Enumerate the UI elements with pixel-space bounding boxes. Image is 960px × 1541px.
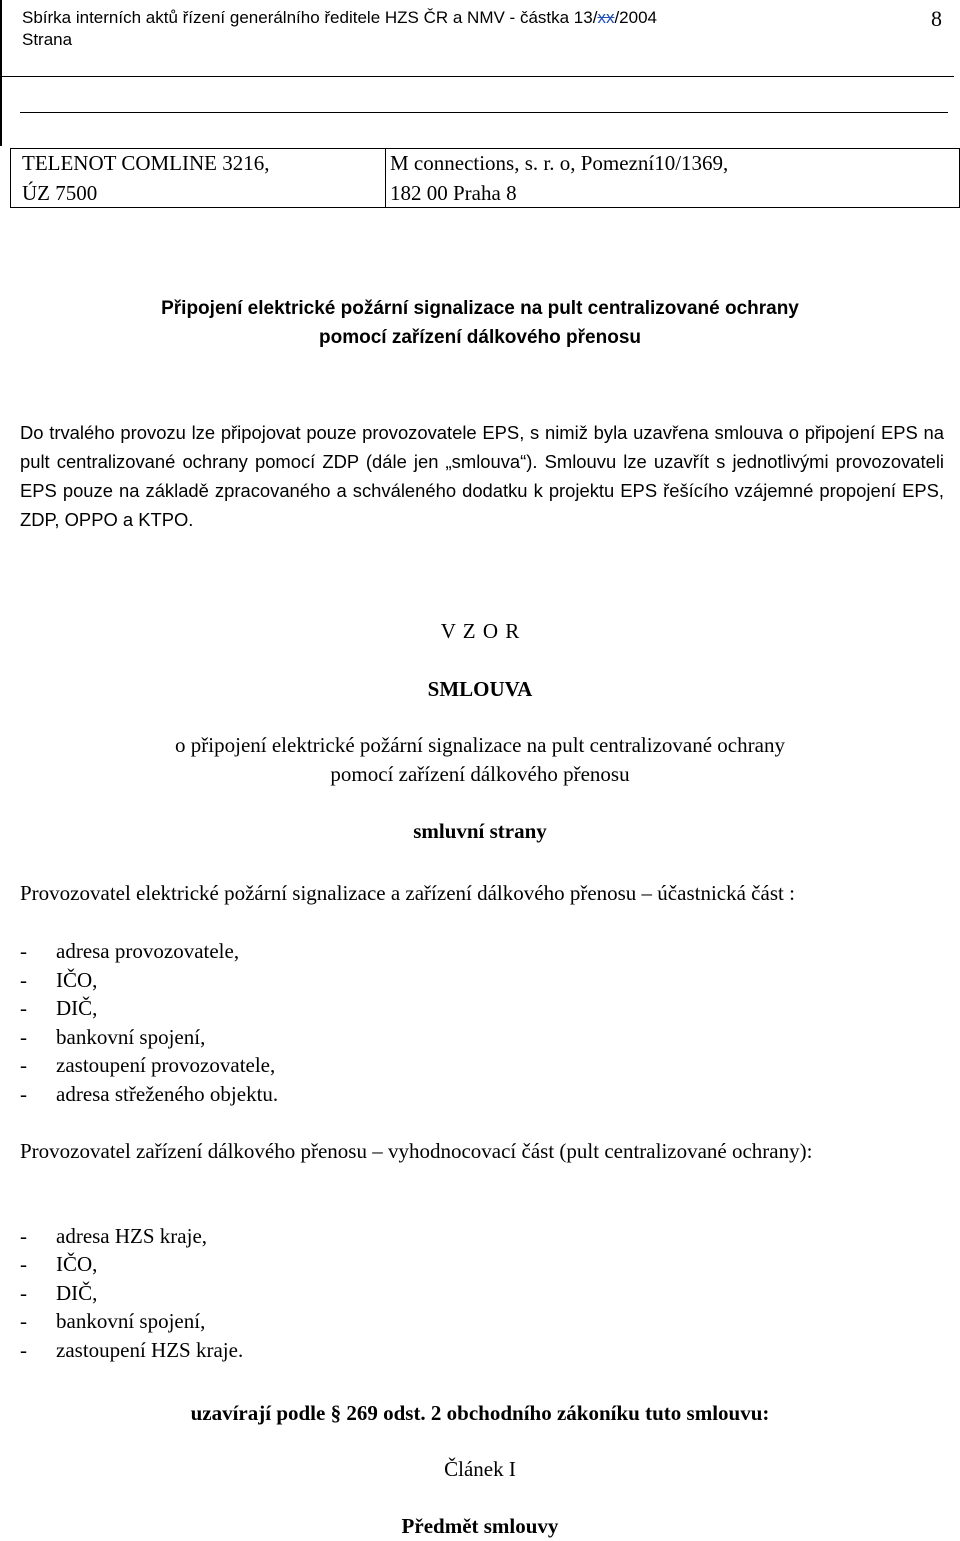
- article-title: Předmět smlouvy: [401, 1514, 559, 1538]
- contract-title: SMLOUVA: [427, 677, 533, 701]
- parties-heading: smluvní strany: [413, 819, 547, 843]
- section-title: Připojení elektrické požární signalizace na pult centralizované ochrany pomocí zařízení dálkového přenosu: [161, 298, 799, 348]
- contract-subtitle: o připojení elektrické požární signalizace na pult centralizované ochrany pomocí zařízení dálkového přenosu: [175, 733, 785, 786]
- list-item: - IČO,: [20, 1252, 98, 1276]
- table-cell-device: TELENOT COMLINE 3216, ÚZ 7500: [22, 151, 270, 205]
- list-item: - DIČ,: [20, 1281, 98, 1305]
- list-item: - zastoupení provozovatele,: [20, 1053, 276, 1077]
- article-number: Článek I: [444, 1457, 516, 1481]
- header-title: Sbírka interních aktů řízení generálního ředitele HZS ČR a NMV - částka 13/xx/2004: [22, 8, 657, 27]
- header-rule-1: [2, 76, 954, 77]
- header-rule-2: [20, 112, 948, 113]
- list-item: - adresa HZS kraje,: [20, 1224, 208, 1248]
- list-item: - zastoupení HZS kraje.: [20, 1338, 244, 1362]
- vzor-heading: V Z O R: [440, 619, 520, 643]
- header-left-rule: [0, 0, 2, 146]
- list-item: - IČO,: [20, 968, 98, 992]
- page-number: 8: [931, 6, 942, 31]
- party2-intro: Provozovatel zařízení dálkového přenosu – vyhodnocovací část (pult centralizované ochrany):: [20, 1139, 813, 1163]
- table-divider: [385, 149, 386, 207]
- list-item: - bankovní spojení,: [20, 1025, 206, 1049]
- list-item: - adresa provozovatele,: [20, 939, 240, 963]
- intro-paragraph: Do trvalého provozu lze připojovat pouze provozovatele EPS, s nimiž byla uzavřena smlouva o připojení EPS na pult centralizované ochrany pomocí ZDP (dále jen „smlouva“). Smlouvu lze uzavřít s jednotlivými provozovateli EPS pouze na základě zpracovaného a schváleného dodatku k projektu EPS řešícího vzájemné propojení EPS, ZDP, OPPO a KTPO.: [20, 422, 944, 530]
- list-item: - DIČ,: [20, 996, 98, 1020]
- conclusion-line: uzavírají podle § 269 odst. 2 obchodního zákoníku tuto smlouvu:: [190, 1401, 770, 1425]
- header-subtitle: Strana: [22, 30, 73, 49]
- table-cell-supplier: M connections, s. r. o, Pomezní10/1369, 182 00 Praha 8: [390, 151, 729, 205]
- list-item: - bankovní spojení,: [20, 1309, 206, 1333]
- list-item: - adresa střeženého objektu.: [20, 1082, 279, 1106]
- party1-intro: Provozovatel elektrické požární signalizace a zařízení dálkového přenosu – účastnická část :: [20, 881, 795, 905]
